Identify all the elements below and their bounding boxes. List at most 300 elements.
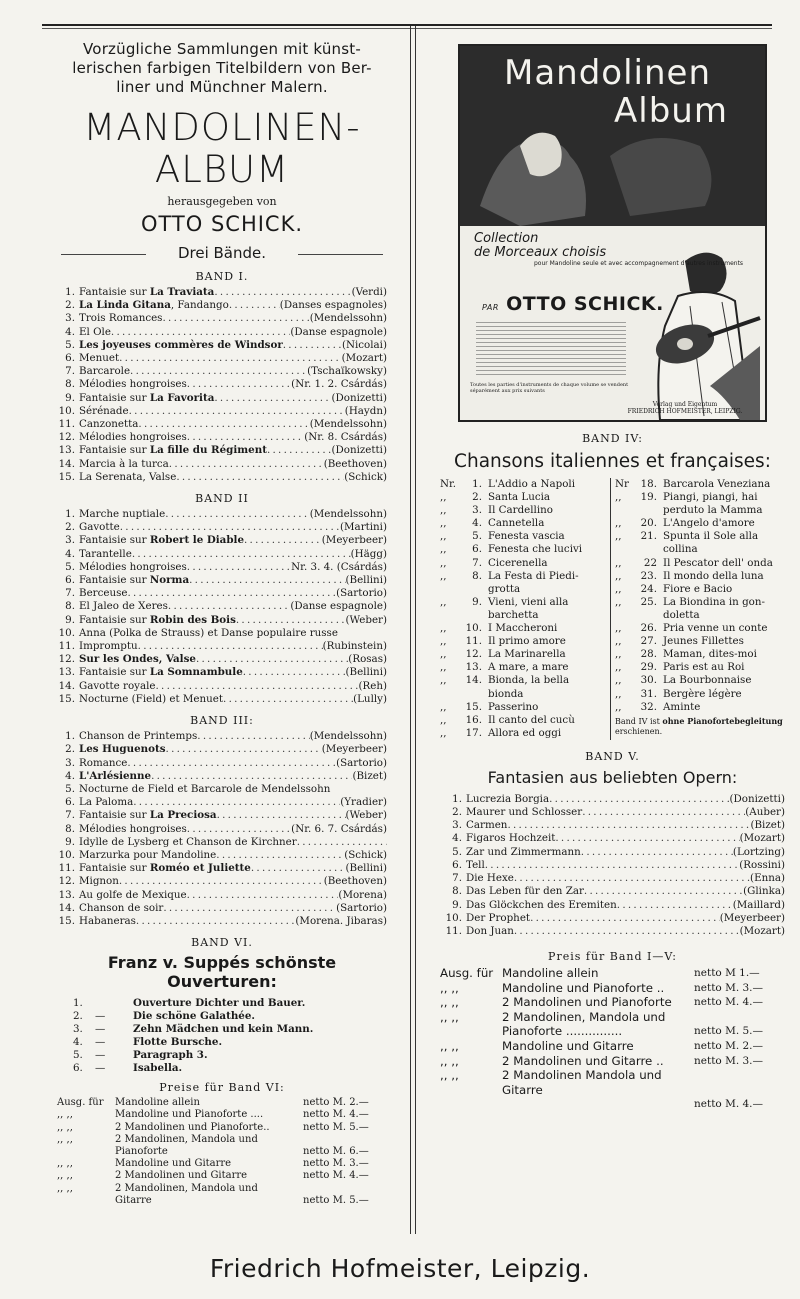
leader-dots [168, 600, 290, 613]
price-row [57, 1109, 387, 1121]
item-title-text: Mélodies hongroises [79, 822, 187, 835]
intro-line: Vorzügliche Sammlungen mit künst- [83, 40, 361, 58]
chanson-number [464, 583, 482, 596]
item-title [79, 627, 338, 640]
item-title-text: Fantaisie sur [79, 862, 150, 875]
price-label [502, 1097, 694, 1112]
list-item [444, 846, 785, 859]
chanson-prefix [615, 609, 639, 622]
chanson-item [615, 661, 785, 674]
price-qualifier [57, 1146, 115, 1158]
chanson-prefix: ,, [615, 491, 622, 504]
leader-dots [514, 925, 740, 938]
leader-dots [330, 783, 387, 796]
price-qualifier [440, 1097, 502, 1112]
chanson-number: 18. [640, 478, 657, 490]
list-item [57, 809, 387, 822]
chanson-item [615, 557, 785, 570]
list-item [57, 757, 387, 770]
item-title [79, 561, 187, 574]
cover-title-line-2: Album [614, 91, 728, 131]
item-title-text: Tarantelle [79, 547, 132, 560]
chanson-title: Bergère légère [663, 687, 742, 700]
chanson-number [639, 543, 657, 556]
chanson-title: A mare, a mare [488, 661, 569, 674]
leader-dots [151, 770, 352, 783]
item-composer: (Danses espagnoles) [279, 299, 387, 312]
item-number: 14. [58, 679, 75, 692]
overture-dash: — [95, 1036, 106, 1049]
left-column [57, 40, 387, 1207]
item-composer: (Sartorio) [336, 587, 387, 600]
chanson-item [440, 596, 610, 609]
item-title-text: Das Glöckchen des Eremiten [466, 898, 617, 911]
chanson-number: 4. [472, 517, 482, 530]
chanson-number: 3. [472, 504, 482, 517]
item-composer: (Mendelssohn) [309, 730, 387, 743]
chanson-item [440, 570, 610, 583]
chanson-title: Il mondo della luna [663, 569, 764, 582]
column-divider [410, 26, 411, 1234]
list-item [444, 806, 785, 819]
list-item [444, 885, 785, 898]
chanson-prefix: ,, [440, 595, 447, 608]
chanson-title: Fenesta vascia [488, 530, 565, 543]
list-item [57, 587, 387, 600]
overture-number: 6. [73, 1062, 83, 1075]
item-composer: (Donizetti) [331, 391, 387, 404]
cover-verlag: Verlag und Eigentum [652, 401, 718, 408]
item-composer: (Enna) [750, 872, 785, 885]
item-composer: (Sartorio) [336, 901, 387, 914]
chanson-number: 6. [472, 543, 482, 556]
price-value: netto M. 2.— [303, 1097, 369, 1109]
item-composer: (Maillard) [732, 898, 785, 911]
chanson-title: Piangi, piangi, hai [663, 491, 758, 504]
chanson-title: doletta [663, 608, 700, 621]
item-composer: (Meyerbeer) [321, 743, 387, 756]
price-row [440, 981, 785, 996]
item-title-text: Zar und Zimmermann [466, 845, 581, 858]
chanson-item [615, 635, 785, 648]
item-title-text: Marcia à la turca [79, 457, 169, 470]
chanson-title: bionda [488, 687, 524, 700]
list-item [57, 574, 387, 587]
item-composer: (Bellini) [345, 862, 387, 875]
item-composer: (Mendelssohn) [309, 312, 387, 325]
chanson-item [615, 570, 785, 583]
chanson-item [615, 517, 785, 530]
chanson-number: 17. [465, 726, 482, 739]
band-6-title: Franz v. Suppés schönste Ouverturen: [107, 953, 337, 992]
item-composer: (Nicolai) [341, 338, 387, 351]
list-item [57, 378, 387, 391]
chanson-prefix: ,, [615, 622, 622, 635]
leader-dots [485, 859, 739, 872]
chanson-title: La Biondina in gon- [663, 595, 765, 608]
item-number: 5. [452, 845, 462, 858]
price-row [440, 1039, 785, 1054]
item-title-text: Chanson de Printemps [79, 730, 198, 743]
item-title [79, 796, 133, 809]
leader-dots [187, 889, 339, 902]
item-composer: (Lully) [353, 692, 387, 705]
item-title-text: Sérénade [79, 404, 129, 417]
chanson-item [615, 583, 785, 596]
item-title-text: Romance [79, 756, 128, 769]
overture-item [73, 1023, 387, 1036]
list-item [444, 899, 785, 912]
main-title-line: ALBUM [154, 148, 290, 191]
leader-dots [187, 378, 291, 391]
list-item [57, 680, 387, 693]
leader-dots [549, 793, 729, 806]
price-label: 2 Mandolinen, Mandola und [115, 1182, 258, 1194]
price-qualifier: Ausg. für [57, 1097, 104, 1109]
chanson-prefix: ,, [615, 635, 622, 648]
item-title [79, 693, 223, 706]
item-number: 11. [58, 640, 75, 653]
item-number: 8. [65, 378, 75, 391]
item-composer: (Rubinstein) [322, 640, 387, 653]
item-composer: (Bizet) [750, 819, 785, 832]
item-composer: (Bellini) [345, 574, 387, 587]
leader-dots [166, 743, 322, 756]
item-title [79, 508, 165, 521]
list-item [57, 521, 387, 534]
item-composer: (Haydn) [344, 404, 387, 417]
leader-dots [189, 574, 345, 587]
chanson-item [440, 648, 610, 661]
cover-note: Toutes les parties d'instruments de chaque volume se vendent séparément aux prix suivants [470, 382, 629, 394]
item-number: 1. [65, 508, 75, 521]
price-row [440, 995, 785, 1010]
leader-dots [138, 640, 323, 653]
price-value: netto M. 4.— [694, 996, 764, 1009]
item-number: 4. [65, 325, 75, 338]
item-title-text: Berceuse [79, 587, 128, 600]
item-number: 10. [58, 626, 75, 639]
chanson-item [615, 478, 785, 491]
price-label: 2 Mandolinen, Mandola und [502, 1009, 666, 1024]
list-item [57, 458, 387, 471]
price-qualifier: ,, ,, [57, 1109, 73, 1121]
leader-dots [138, 418, 309, 431]
chanson-prefix: ,, [440, 569, 447, 582]
price-value: netto M. 3.— [303, 1158, 369, 1170]
intro-line: liner und Münchner Malern. [116, 78, 328, 96]
overture-title: Ouverture Dichter und Bauer. [133, 997, 306, 1010]
band-4-note-bold: ohne Pianofortebegleitung [662, 715, 783, 726]
item-number: 6. [65, 352, 75, 365]
cover-collection-line-2: de Morceaux choisis [474, 245, 607, 260]
overture-number: 5. [73, 1049, 83, 1062]
price-value: netto M. 5.— [303, 1121, 369, 1133]
overture-dash: — [95, 1023, 106, 1036]
chanson-title: La Marinarella [488, 648, 566, 661]
item-title [79, 666, 243, 679]
leader-dots [169, 458, 324, 471]
item-title-text: Fantaisie sur [79, 286, 150, 298]
item-title [79, 902, 163, 915]
edited-by-label: herausgegeben von [167, 195, 277, 208]
item-composer: (Mendelssohn) [309, 418, 387, 431]
item-composer: (Rosas) [348, 653, 387, 666]
chanson-item [615, 701, 785, 714]
list-item [57, 627, 387, 640]
leader-dots [196, 653, 348, 666]
chanson-number: 10. [465, 622, 482, 635]
leader-dots [156, 680, 359, 693]
item-title [79, 365, 130, 378]
item-title [79, 352, 119, 365]
item-number: 4. [452, 832, 462, 845]
band-6-list [57, 997, 387, 1075]
item-title-bold: La Favorita [149, 391, 215, 404]
price-label: 2 Mandolinen und Gitarre .. [502, 1053, 664, 1068]
item-composer: (Bellini) [345, 666, 387, 679]
leader-dots [120, 521, 340, 534]
leader-dots [187, 561, 291, 574]
overture-item [73, 997, 387, 1010]
list-item [57, 823, 387, 836]
leader-dots [530, 912, 720, 925]
item-number: 3. [65, 756, 75, 769]
chanson-number: 28. [640, 648, 657, 661]
item-title-text: Figaros Hochzeit [466, 832, 556, 845]
overture-item [73, 1049, 387, 1062]
chanson-title: Passerino [488, 700, 539, 713]
item-title-text: Mignon [79, 875, 119, 888]
item-title [79, 587, 127, 600]
band-5-prices-heading: Preis für Band I—V: [548, 950, 677, 964]
item-composer: Nr. 3. 4. (Csárdás) [291, 560, 387, 573]
band-4-left-list [440, 478, 610, 740]
item-title-text: Menuet [79, 352, 120, 365]
chanson-title: Jeunes Fillettes [663, 635, 744, 648]
chanson-number: 1. [472, 478, 482, 490]
item-title [79, 889, 187, 902]
item-number: 6. [452, 858, 462, 871]
overture-item [73, 1062, 387, 1075]
price-row [57, 1195, 387, 1207]
item-title-text: Tell [466, 858, 485, 871]
item-title-text: Chanson de soir [79, 901, 164, 914]
item-title-text: Marche nuptiale [79, 508, 166, 521]
chanson-title: Santa Lucia [488, 491, 551, 504]
list-item [57, 796, 387, 809]
price-label: 2 Mandolinen und Pianoforte.. [115, 1121, 270, 1133]
item-number: 1. [65, 286, 75, 298]
chanson-number: 26. [640, 622, 657, 635]
item-title [466, 819, 507, 832]
item-number: 11. [58, 862, 75, 875]
item-title-bold: Robert le Diable [149, 534, 245, 547]
item-title [79, 640, 138, 653]
item-title [79, 534, 244, 547]
price-label: Mandoline allein [502, 966, 599, 981]
item-composer: (Nr. 1. 2. Csárdás) [291, 378, 387, 391]
chanson-item [440, 674, 610, 687]
chanson-prefix: ,, [440, 530, 447, 543]
item-number: 10. [58, 848, 75, 861]
chanson-item [440, 557, 610, 570]
overture-item [73, 1036, 387, 1049]
overture-dash: — [95, 1010, 106, 1023]
item-composer: (Verdi) [351, 286, 387, 298]
band-5-price-list [440, 966, 785, 1112]
item-title-bold: Norma [149, 574, 190, 587]
item-title [79, 286, 214, 299]
leader-dots [584, 885, 743, 898]
price-row [57, 1146, 387, 1158]
leader-dots [214, 392, 331, 405]
chanson-item [615, 648, 785, 661]
chanson-prefix: Nr. [440, 478, 457, 490]
list-item [57, 902, 387, 915]
chanson-title: Il Cardellino [488, 504, 553, 517]
chanson-item [440, 491, 610, 504]
item-composer: (Rossini) [739, 858, 785, 871]
list-item [444, 872, 785, 885]
price-value: netto M. 6.— [303, 1145, 369, 1157]
list-item [57, 862, 387, 875]
chanson-prefix: ,, [615, 700, 622, 713]
item-composer: (Donizetti) [331, 444, 387, 457]
item-composer: (Schick) [344, 470, 387, 483]
item-composer: (Schick) [344, 848, 387, 861]
chanson-title: Aminte [663, 700, 701, 713]
item-title [79, 299, 229, 312]
chanson-title: Allora ed oggi [488, 726, 562, 739]
price-qualifier: ,, ,, [57, 1133, 73, 1145]
chanson-prefix: ,, [615, 687, 622, 700]
chanson-title: La Festa di Piedi- [488, 569, 579, 582]
item-title-text: Mélodies hongroises [79, 431, 187, 444]
list-item [57, 431, 387, 444]
chanson-number: 22 [643, 556, 657, 569]
leader-dots [582, 806, 745, 819]
item-title-text: Fantaisie sur [79, 809, 150, 822]
item-composer: (Mozart) [341, 352, 387, 365]
list-item [444, 912, 785, 925]
price-label: Mandoline und Pianoforte .... [115, 1109, 264, 1121]
item-number: 10. [445, 911, 462, 924]
editor-name: OTTO SCHICK. [140, 212, 304, 236]
chanson-prefix: ,, [440, 504, 447, 517]
price-value: netto M. 4.— [303, 1170, 369, 1182]
chanson-title: Barcarola Veneziana [663, 478, 771, 490]
item-title [466, 793, 549, 806]
price-value: netto M. 3.— [694, 1054, 764, 1067]
item-title [79, 653, 196, 666]
item-title-text: Lucrezia Borgia [466, 792, 550, 805]
cover-title-line-1: Mandolinen [504, 53, 712, 93]
overture-title: Die schöne Galathée. [133, 1010, 255, 1023]
item-number: 1. [452, 792, 462, 805]
item-title-text: Nocturne (Field) et Menuet [79, 692, 224, 705]
chanson-title: La Bourbonnaise [663, 674, 752, 687]
item-number: 9. [452, 898, 462, 911]
chanson-number: 21. [640, 530, 657, 543]
chanson-number: 25. [640, 595, 657, 608]
cover-small-text: pour Mandoline seule et avec accompagnement d'autres instruments [534, 260, 744, 267]
item-title-text: Gavotte [79, 521, 120, 534]
item-title-text: Fantaisie sur [79, 613, 150, 626]
price-row [440, 1054, 785, 1069]
leader-dots [244, 534, 322, 547]
column-divider-second [415, 26, 416, 1234]
item-title-text: Maurer und Schlosser [466, 806, 583, 819]
leader-dots [297, 836, 387, 849]
leader-dots [165, 508, 310, 521]
list-item [57, 614, 387, 627]
chanson-item [615, 491, 785, 504]
item-number: 9. [65, 391, 75, 404]
price-row [440, 1024, 785, 1039]
leader-dots [214, 286, 351, 299]
main-title [57, 107, 387, 191]
item-title-text: Carmen [466, 819, 508, 832]
chanson-title: Cannetella [488, 517, 545, 530]
overture-title: Zehn Mädchen und kein Mann. [133, 1023, 314, 1036]
list-item [57, 444, 387, 457]
list-item [444, 925, 785, 938]
item-number: 9. [65, 835, 75, 848]
right-column [440, 40, 785, 1112]
band-3-list [57, 730, 387, 928]
chanson-title: Paris est au Roi [663, 661, 745, 674]
item-title-bold: La Linda Gitana [79, 299, 171, 312]
list-item [57, 770, 387, 783]
item-title [466, 872, 514, 885]
leader-dots [162, 312, 309, 325]
item-title-suffix: , Fandango [170, 299, 229, 312]
item-title-text: Fantaisie sur [79, 574, 150, 587]
item-title-bold: L'Arlésienne [79, 769, 152, 782]
price-qualifier: ,, ,, [57, 1182, 73, 1194]
chanson-number: 13. [465, 661, 482, 674]
band-2-heading: BAND II [195, 492, 249, 506]
item-title [79, 849, 216, 862]
item-title [79, 521, 120, 534]
item-title-bold: Les Huguenots [79, 743, 166, 756]
band-6-price-list [57, 1097, 387, 1207]
chanson-prefix [615, 504, 639, 517]
item-title-text: Impromptu [79, 640, 138, 653]
price-label: Mandoline und Pianoforte .. [502, 980, 665, 995]
chanson-title: Spunta il Sole alla [663, 530, 759, 543]
list-item [57, 339, 387, 352]
chanson-prefix: ,, [440, 622, 447, 635]
chanson-prefix: ,, [440, 674, 447, 687]
item-number: 4. [65, 547, 75, 560]
chanson-prefix: ,, [615, 569, 622, 582]
item-composer: (Auber) [745, 806, 785, 819]
item-composer: (Weber) [345, 809, 387, 822]
item-title [79, 600, 168, 613]
chanson-number: 16. [465, 713, 482, 726]
chanson-title: Bionda, la bella [488, 674, 570, 687]
chanson-number: 23. [640, 569, 657, 582]
band-5-heading: BAND V. [585, 749, 640, 763]
chanson-prefix: ,, [615, 556, 622, 569]
item-title-bold: Roméo et Juliette [149, 862, 251, 875]
item-number: 14. [58, 457, 75, 470]
leader-dots [119, 352, 341, 365]
overture-number: 1. [73, 997, 83, 1010]
item-number: 11. [445, 924, 462, 937]
